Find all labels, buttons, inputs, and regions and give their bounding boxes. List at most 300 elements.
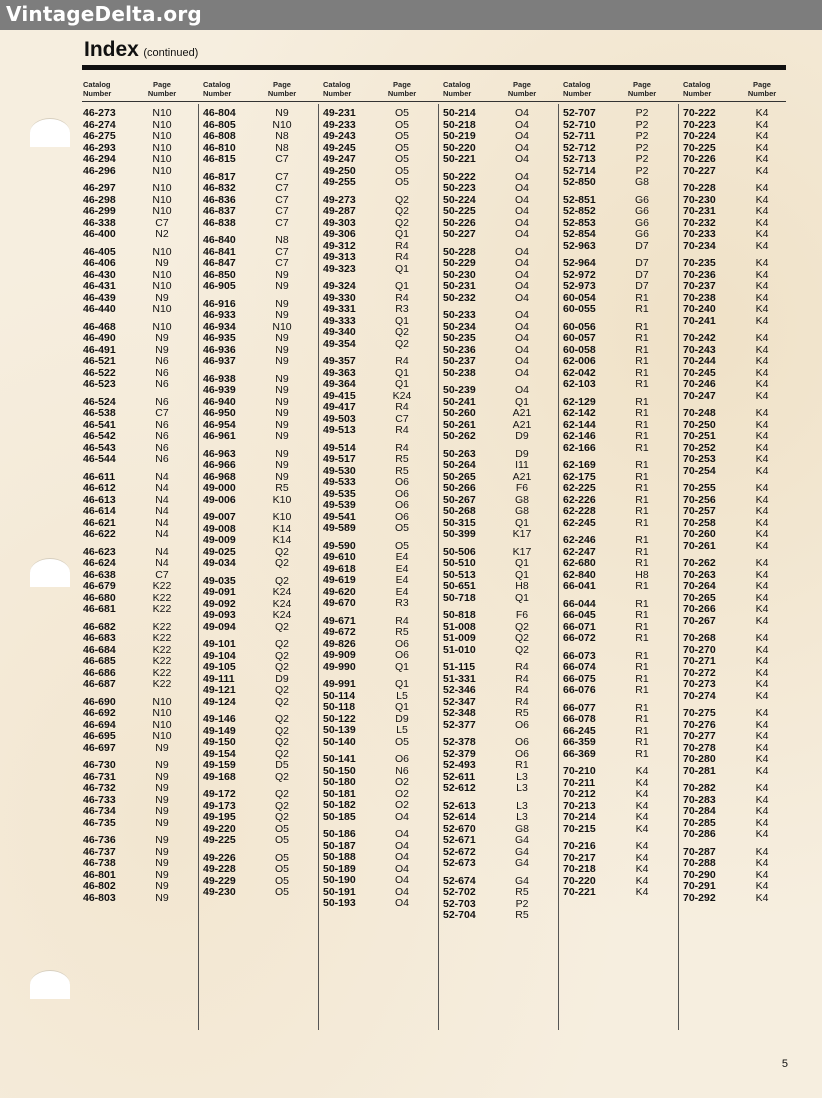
page-reference: R4 — [395, 291, 409, 304]
catalog-number: 70-258 — [683, 516, 716, 529]
page-reference: Q2 — [274, 747, 289, 760]
page-reference: N9 — [275, 447, 289, 460]
page-reference: R1 — [635, 418, 649, 431]
catalog-number: 49-619 — [323, 574, 356, 586]
page-reference: Q2 — [274, 695, 289, 708]
catalog-number: 70-256 — [683, 493, 716, 506]
header-page-number: Page Number — [387, 80, 417, 98]
catalog-number: 46-733 — [83, 793, 116, 806]
catalog-number: 49-330 — [323, 291, 356, 304]
catalog-number: 70-248 — [683, 407, 716, 419]
catalog-number: 50-182 — [323, 799, 356, 811]
page-reference: R4 — [395, 239, 409, 252]
page-reference: Q1 — [514, 568, 529, 581]
page-reference: C7 — [155, 216, 169, 229]
catalog-number: 46-521 — [83, 355, 116, 367]
catalog-number: 49-589 — [323, 522, 356, 534]
page-reference: K22 — [152, 591, 172, 604]
catalog-number: 49-111 — [203, 672, 235, 685]
page-reference: O4 — [514, 141, 529, 154]
catalog-number: 46-683 — [83, 632, 116, 644]
catalog-number: 49-415 — [323, 389, 356, 402]
catalog-number: 70-234 — [683, 239, 716, 252]
catalog-number: 46-832 — [203, 182, 236, 194]
page-reference: N9 — [155, 834, 169, 846]
catalog-number: 49-514 — [323, 441, 356, 454]
catalog-number: 50-141 — [323, 753, 356, 765]
page-reference: E4 — [395, 574, 409, 586]
catalog-number: 49-363 — [323, 366, 356, 379]
page-reference: A21 — [512, 407, 532, 419]
catalog-number: 50-262 — [443, 430, 476, 442]
page-reference: K4 — [755, 268, 769, 281]
catalog-number: 46-939 — [203, 384, 236, 396]
catalog-number: 46-695 — [83, 730, 116, 742]
page-reference: R1 — [635, 482, 649, 494]
page-reference: R1 — [635, 701, 649, 714]
page-reference: O4 — [394, 851, 409, 863]
catalog-number: 52-378 — [443, 736, 476, 748]
catalog-number: 70-215 — [563, 822, 596, 835]
catalog-number: 49-671 — [323, 614, 356, 627]
page-reference: O4 — [514, 366, 529, 379]
catalog-number: 50-268 — [443, 505, 476, 517]
page-reference: N10 — [152, 130, 172, 142]
page-reference: N9 — [155, 868, 169, 881]
page-reference: C7 — [275, 245, 289, 258]
catalog-number: 46-542 — [83, 430, 116, 442]
catalog-number: 50-264 — [443, 459, 476, 471]
page-reference: P2 — [515, 897, 529, 910]
page-reference: R1 — [635, 672, 649, 685]
catalog-number: 49-025 — [203, 545, 236, 558]
catalog-number: 46-686 — [83, 666, 116, 679]
header-catalog-number: Catalog Number — [323, 80, 352, 98]
catalog-number: 49-909 — [323, 649, 356, 661]
page-reference: O4 — [514, 280, 529, 292]
page-reference: K17 — [512, 545, 532, 558]
catalog-number: 66-041 — [563, 580, 596, 592]
catalog-number: 46-273 — [83, 107, 116, 119]
page-reference: N9 — [275, 418, 289, 431]
page-reference: O4 — [514, 216, 529, 229]
catalog-number: 50-234 — [443, 320, 476, 333]
catalog-number: 49-243 — [323, 130, 356, 142]
catalog-number: 49-173 — [203, 799, 236, 812]
catalog-number: 50-510 — [443, 557, 476, 569]
catalog-number: 46-297 — [83, 182, 116, 194]
page-reference: N9 — [155, 805, 169, 817]
catalog-number: 50-190 — [323, 874, 356, 886]
catalog-number: 49-331 — [323, 303, 356, 315]
page-reference: C7 — [275, 182, 289, 194]
header-catalog-number: Catalog Number — [83, 80, 112, 98]
page-reference: L3 — [516, 799, 528, 812]
catalog-number: 49-312 — [323, 239, 356, 252]
page-title — [84, 38, 198, 62]
header-catalog-number: Catalog Number — [443, 80, 472, 98]
catalog-number: 49-517 — [323, 453, 356, 465]
catalog-number: 49-535 — [323, 487, 356, 500]
catalog-number: 46-966 — [203, 459, 236, 471]
catalog-number: 52-348 — [443, 707, 476, 719]
page-reference: R4 — [515, 684, 529, 696]
page-reference: N9 — [275, 297, 289, 310]
page-reference: K4 — [635, 811, 649, 823]
page-reference: H8 — [635, 568, 649, 581]
catalog-number: 62-166 — [563, 441, 596, 454]
catalog-number: 70-213 — [563, 799, 596, 812]
page-reference: C7 — [395, 412, 409, 425]
catalog-number: 46-730 — [83, 759, 116, 771]
page-reference: K4 — [755, 118, 769, 131]
page-reference: P2 — [635, 164, 649, 177]
binder-hole-top — [30, 118, 70, 147]
page-reference: G4 — [514, 874, 529, 887]
page-reference: K4 — [755, 441, 769, 454]
page-reference: O5 — [274, 886, 289, 898]
page-reference: N9 — [155, 857, 169, 869]
catalog-number: 70-214 — [563, 811, 596, 823]
catalog-number: 70-211 — [563, 776, 596, 789]
page-reference: D7 — [635, 280, 649, 292]
catalog-number: 70-255 — [683, 482, 716, 494]
catalog-number: 46-803 — [83, 891, 116, 904]
catalog-number: 46-406 — [83, 257, 116, 269]
page-reference: R1 — [635, 395, 649, 408]
catalog-number: 49-154 — [203, 747, 236, 760]
page-reference: D5 — [275, 759, 289, 771]
page-reference: L3 — [516, 811, 528, 823]
page-reference: K4 — [635, 863, 649, 875]
catalog-number: 70-284 — [683, 805, 716, 817]
catalog-number: 50-150 — [323, 764, 356, 777]
page-reference: N2 — [155, 228, 169, 240]
header-rule — [82, 101, 786, 102]
page-reference: Q1 — [514, 591, 529, 604]
column-divider — [318, 104, 319, 1030]
page-reference: N9 — [275, 384, 289, 396]
page-reference: R1 — [635, 332, 649, 344]
catalog-number: 49-195 — [203, 811, 236, 823]
page-reference: R1 — [635, 661, 649, 673]
page-reference: K4 — [635, 799, 649, 812]
catalog-number: 62-042 — [563, 366, 596, 379]
page-reference: K4 — [755, 516, 769, 529]
page-reference: K4 — [755, 678, 769, 690]
catalog-number: 50-718 — [443, 591, 476, 604]
catalog-number: 50-263 — [443, 447, 476, 460]
page-reference: R1 — [635, 303, 649, 315]
page-reference: K4 — [755, 482, 769, 494]
page-reference: Q1 — [394, 280, 409, 292]
catalog-number: 49-231 — [323, 107, 356, 119]
catalog-number: 50-513 — [443, 568, 476, 581]
page-reference: I11 — [515, 459, 529, 471]
catalog-number: 49-324 — [323, 280, 356, 292]
page-reference: N9 — [275, 372, 289, 385]
page-reference: O4 — [514, 291, 529, 304]
page-reference: K4 — [755, 164, 769, 177]
page-reference: K4 — [755, 689, 769, 702]
catalog-number: 52-853 — [563, 216, 596, 229]
catalog-number: 49-150 — [203, 736, 236, 748]
catalog-number: 49-149 — [203, 724, 236, 737]
page-reference: N9 — [155, 793, 169, 806]
catalog-number: 62-129 — [563, 395, 596, 408]
page-reference: N10 — [272, 118, 292, 131]
catalog-number: 70-254 — [683, 464, 716, 477]
catalog-number: 46-543 — [83, 441, 116, 454]
catalog-number: 46-736 — [83, 834, 116, 846]
catalog-number: 70-270 — [683, 643, 716, 656]
catalog-number: 52-972 — [563, 268, 596, 281]
header-page-number: Page Number — [747, 80, 777, 98]
page-reference: K10 — [272, 493, 292, 506]
catalog-number: 46-679 — [83, 580, 116, 592]
catalog-number: 49-091 — [203, 586, 236, 598]
page-reference: K4 — [755, 303, 769, 315]
page-reference: K4 — [755, 868, 769, 881]
page-reference: G6 — [634, 228, 649, 240]
page-reference: R1 — [635, 684, 649, 696]
catalog-number: 49-364 — [323, 378, 356, 390]
header-page-number: Page Number — [267, 80, 297, 98]
catalog-number: 46-963 — [203, 447, 236, 460]
catalog-number: 62-840 — [563, 568, 596, 581]
catalog-number: 49-168 — [203, 770, 236, 783]
catalog-number: 62-247 — [563, 545, 596, 558]
page-reference: D7 — [635, 239, 649, 252]
page-reference: N9 — [155, 880, 169, 892]
page-reference: Q2 — [514, 632, 529, 644]
page-reference: R4 — [515, 661, 529, 673]
page-reference: N9 — [275, 343, 289, 356]
catalog-number: 46-439 — [83, 291, 116, 304]
page-reference: N10 — [152, 730, 172, 742]
catalog-number: 49-533 — [323, 476, 356, 488]
catalog-number: 46-614 — [83, 505, 116, 517]
catalog-number: 66-071 — [563, 620, 596, 633]
catalog-number: 52-347 — [443, 695, 476, 708]
page-reference: D7 — [635, 268, 649, 281]
catalog-number: 49-105 — [203, 661, 236, 673]
catalog-number: 49-230 — [203, 886, 236, 898]
page-reference: O5 — [394, 107, 409, 119]
catalog-number: 50-267 — [443, 493, 476, 506]
catalog-number: 50-238 — [443, 366, 476, 379]
page-reference: G8 — [514, 505, 529, 517]
page-reference: N9 — [275, 430, 289, 442]
catalog-number: 49-670 — [323, 597, 356, 609]
page-reference: K4 — [755, 343, 769, 356]
page-reference: Q2 — [394, 216, 409, 229]
catalog-number: 49-503 — [323, 412, 356, 425]
catalog-number: 70-222 — [683, 107, 716, 119]
page-reference: O4 — [514, 309, 529, 321]
page-reference: K4 — [755, 603, 769, 615]
page-reference: A21 — [512, 418, 532, 431]
page-reference: C7 — [275, 205, 289, 217]
catalog-number: 52-714 — [563, 164, 596, 177]
page-reference: K4 — [755, 557, 769, 569]
page-reference: N9 — [275, 268, 289, 281]
page-reference: G4 — [514, 834, 529, 846]
page-reference: O5 — [274, 863, 289, 875]
catalog-number: 46-524 — [83, 395, 116, 408]
page-reference: R3 — [395, 303, 409, 315]
page-reference: L3 — [516, 782, 528, 794]
page-reference: K22 — [152, 620, 172, 633]
page-reference: K4 — [755, 141, 769, 154]
page-reference: N9 — [155, 257, 169, 269]
page-reference: Q2 — [274, 713, 289, 725]
catalog-number: 46-808 — [203, 130, 236, 142]
page-reference: N8 — [275, 141, 289, 154]
page-reference: Q1 — [514, 557, 529, 569]
page-reference: R1 — [635, 343, 649, 356]
page-reference: O4 — [514, 118, 529, 131]
page-reference: K4 — [755, 718, 769, 731]
page-reference: N9 — [275, 355, 289, 367]
page-reference: K22 — [152, 643, 172, 656]
page-reference: Q2 — [274, 545, 289, 558]
page-reference: K4 — [755, 580, 769, 592]
catalog-number: 46-624 — [83, 557, 116, 569]
catalog-number: 62-246 — [563, 534, 596, 546]
page-reference: R5 — [515, 909, 529, 921]
page-reference: R4 — [395, 441, 409, 454]
header-catalog-number: Catalog Number — [683, 80, 712, 98]
catalog-number: 46-731 — [83, 770, 116, 783]
page-reference: G6 — [634, 193, 649, 206]
page-reference: K4 — [755, 430, 769, 442]
catalog-number: 46-491 — [83, 343, 116, 356]
page-reference: O4 — [514, 355, 529, 367]
catalog-number: 50-214 — [443, 107, 476, 119]
page-reference: K4 — [755, 857, 769, 869]
page-reference: R4 — [395, 355, 409, 367]
page-reference: P2 — [635, 118, 649, 131]
catalog-number: 46-522 — [83, 366, 116, 379]
page-reference: R1 — [635, 493, 649, 506]
page-reference: K4 — [755, 291, 769, 304]
catalog-number: 52-346 — [443, 684, 476, 696]
page-reference: O6 — [514, 718, 529, 731]
page-reference: D9 — [275, 672, 289, 685]
catalog-number: 46-298 — [83, 193, 116, 206]
page-reference: R1 — [635, 597, 649, 610]
page-reference: K4 — [755, 464, 769, 477]
catalog-number: 70-288 — [683, 857, 716, 869]
page-reference: N10 — [152, 153, 172, 165]
catalog-number: 46-622 — [83, 528, 116, 540]
page-reference: K4 — [755, 753, 769, 765]
page-reference: C7 — [275, 257, 289, 269]
page-reference: O4 — [514, 257, 529, 269]
page-reference: N10 — [152, 320, 172, 333]
catalog-number: 62-228 — [563, 505, 596, 517]
catalog-number: 66-073 — [563, 649, 596, 662]
header-page-number: Page Number — [627, 80, 657, 98]
catalog-number: 70-232 — [683, 216, 716, 229]
catalog-number: 62-226 — [563, 493, 596, 506]
page-reference: K4 — [755, 453, 769, 465]
catalog-number: 46-847 — [203, 257, 236, 269]
page-reference: N4 — [155, 493, 169, 506]
page-reference: O4 — [514, 193, 529, 206]
catalog-number: 70-210 — [563, 765, 596, 777]
catalog-number: 70-292 — [683, 891, 716, 904]
catalog-number: 52-702 — [443, 886, 476, 898]
page-reference: N6 — [395, 764, 409, 777]
catalog-number: 46-968 — [203, 470, 236, 483]
catalog-number: 46-431 — [83, 280, 116, 292]
page-reference: G8 — [514, 822, 529, 835]
page-reference: O5 — [274, 834, 289, 846]
catalog-number: 50-122 — [323, 712, 356, 725]
page-reference: Q2 — [274, 770, 289, 783]
page-reference: K4 — [755, 130, 769, 142]
page-reference: N9 — [275, 309, 289, 321]
page-reference: O5 — [394, 164, 409, 177]
page-reference: K22 — [152, 632, 172, 644]
catalog-number: 70-265 — [683, 591, 716, 604]
page-reference: K4 — [755, 407, 769, 419]
page-reference: K4 — [635, 886, 649, 898]
page-reference: K4 — [755, 205, 769, 217]
title-suffix: (continued) — [143, 47, 199, 59]
page-reference: Q2 — [274, 724, 289, 737]
page-reference: K22 — [152, 580, 172, 592]
catalog-number: 52-377 — [443, 718, 476, 731]
catalog-number: 50-225 — [443, 205, 476, 217]
page-reference: K4 — [755, 355, 769, 367]
page-reference: L5 — [396, 689, 408, 702]
catalog-number: 49-417 — [323, 401, 356, 413]
page-reference: O4 — [514, 205, 529, 217]
page-reference: Q2 — [394, 337, 409, 350]
page-reference: E4 — [395, 551, 409, 563]
catalog-number: 46-954 — [203, 418, 236, 431]
catalog-number: 46-541 — [83, 418, 116, 431]
catalog-number: 52-850 — [563, 176, 596, 188]
page-reference: K4 — [755, 389, 769, 402]
catalog-number: 46-841 — [203, 245, 236, 258]
catalog-number: 46-468 — [83, 320, 116, 333]
page-reference: O6 — [394, 510, 409, 523]
catalog-number: 70-276 — [683, 718, 716, 731]
page-reference: R1 — [635, 713, 649, 725]
catalog-number: 46-523 — [83, 378, 116, 390]
catalog-number: 49-610 — [323, 551, 356, 563]
page-reference: Q2 — [274, 574, 289, 587]
column-divider — [198, 104, 199, 1030]
catalog-number: 70-241 — [683, 314, 716, 327]
catalog-number: 46-935 — [203, 332, 236, 344]
catalog-number: 46-934 — [203, 320, 236, 333]
page-reference: O4 — [394, 810, 409, 823]
page-reference: K22 — [152, 666, 172, 679]
catalog-number: 49-287 — [323, 205, 356, 217]
catalog-number: 46-400 — [83, 228, 116, 240]
catalog-number: 70-227 — [683, 164, 716, 177]
catalog-number: 50-230 — [443, 268, 476, 281]
page-reference: K4 — [755, 632, 769, 644]
catalog-number: 52-611 — [443, 770, 476, 783]
page-reference: N4 — [155, 505, 169, 517]
catalog-number: 46-810 — [203, 141, 236, 154]
